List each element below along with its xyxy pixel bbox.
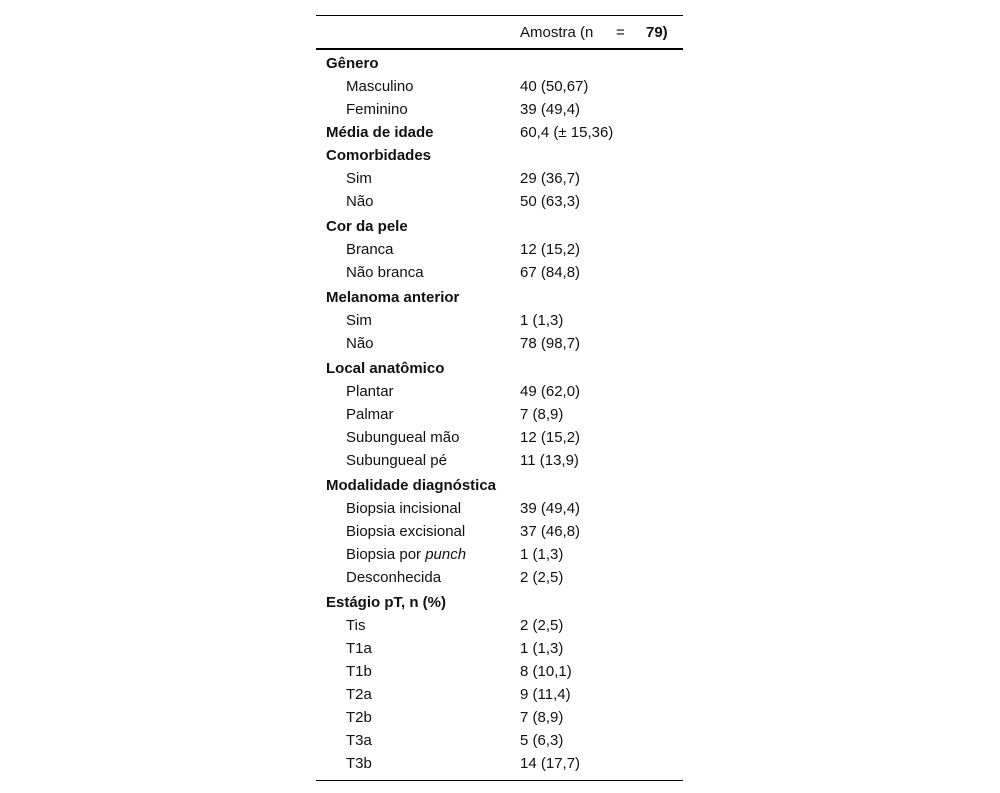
section-row [316, 215, 683, 238]
row-label-text: Sim [346, 312, 372, 329]
table-row [316, 543, 683, 566]
row-label-text: Gênero [326, 55, 379, 72]
row-label [346, 261, 424, 284]
row-label [346, 190, 374, 213]
row-label [346, 729, 372, 752]
row-value: 60,4 (± 15,36) [520, 124, 614, 141]
table-row [316, 752, 683, 775]
section-label [326, 474, 496, 497]
row-label-text: T3b [346, 755, 372, 772]
header-sample-size: 79) [646, 24, 668, 41]
row-label [346, 543, 466, 566]
row-label [346, 752, 372, 775]
table-row [316, 566, 683, 589]
row-label-text: Biopsia por [346, 546, 422, 563]
row-label-text: Feminino [346, 101, 408, 118]
row-value: 11 (13,9) [520, 452, 579, 469]
section-row [316, 52, 683, 75]
row-label [346, 566, 441, 589]
row-label-text: Branca [346, 241, 394, 258]
row-label-text: Tis [346, 617, 366, 634]
row-label-text: Não branca [346, 264, 424, 281]
table-row [316, 75, 683, 98]
row-value: 37 (46,8) [520, 523, 581, 540]
row-label [346, 683, 372, 706]
row-label-text: Masculino [346, 78, 414, 95]
row-value: 67 (84,8) [520, 264, 581, 281]
row-value: 40 (50,67) [520, 78, 589, 95]
row-label [346, 614, 365, 637]
section-row [316, 144, 683, 167]
row-label [346, 706, 372, 729]
section-label [326, 144, 431, 167]
table-row [316, 98, 683, 121]
section-label [326, 52, 379, 75]
row-value: 7 (8,9) [520, 709, 564, 726]
row-label-text: T1b [346, 663, 372, 680]
section-row [316, 591, 683, 614]
table-row [316, 449, 683, 472]
table-row [316, 660, 683, 683]
table-row [316, 729, 683, 752]
table-row [316, 497, 683, 520]
row-label [346, 426, 459, 449]
row-value: 9 (11,4) [520, 686, 571, 703]
row-label [346, 167, 372, 190]
row-label [346, 98, 408, 121]
row-label-text: Não [346, 335, 374, 352]
row-label-text: Palmar [346, 406, 394, 423]
row-value: 12 (15,2) [520, 429, 581, 446]
section-row [316, 286, 683, 309]
section-label [326, 357, 444, 380]
row-label [346, 332, 374, 355]
row-value: 29 (36,7) [520, 170, 581, 187]
row-label [346, 497, 461, 520]
row-label [346, 660, 372, 683]
header-equals: = [616, 24, 625, 41]
row-label [346, 520, 465, 543]
row-label-text: Cor da pele [326, 218, 408, 235]
table-row [316, 380, 683, 403]
row-label-text: Desconhecida [346, 569, 442, 586]
section-row [316, 121, 683, 144]
row-label-text: Sim [346, 170, 372, 187]
row-label [346, 380, 394, 403]
table-row [316, 683, 683, 706]
row-label [346, 449, 447, 472]
row-value: 49 (62,0) [520, 383, 581, 400]
table-row [316, 637, 683, 660]
row-label-text: Subungueal mão [346, 429, 460, 446]
table-row [316, 332, 683, 355]
row-label-text: Comorbidades [326, 147, 432, 164]
row-label [346, 403, 394, 426]
table-body [316, 52, 683, 775]
table-row [316, 238, 683, 261]
table-row [316, 520, 683, 543]
row-value: 14 (17,7) [520, 755, 581, 772]
row-value: 1 (1,3) [520, 312, 564, 329]
row-value: 2 (2,5) [520, 617, 564, 634]
row-label-text: T1a [346, 640, 372, 657]
row-value: 12 (15,2) [520, 241, 581, 258]
row-label-text: T2b [346, 709, 372, 726]
section-label [326, 591, 446, 614]
section-row [316, 474, 683, 497]
row-label-text: Melanoma anterior [326, 289, 460, 306]
row-value: 78 (98,7) [520, 335, 581, 352]
row-value: 1 (1,3) [520, 640, 564, 657]
section-label [326, 215, 408, 238]
table-row [316, 706, 683, 729]
table-header [316, 16, 683, 50]
row-label-text: Biopsia incisional [346, 500, 462, 517]
row-value: 5 (6,3) [520, 732, 564, 749]
row-label-text: Plantar [346, 383, 394, 400]
table-row [316, 261, 683, 284]
table-row [316, 403, 683, 426]
row-label [346, 238, 394, 261]
row-label [346, 637, 372, 660]
table-row [316, 167, 683, 190]
table-row [316, 426, 683, 449]
table-row [316, 309, 683, 332]
row-label-text: Local anatômico [326, 360, 445, 377]
row-value: 39 (49,4) [520, 500, 581, 517]
section-label [326, 286, 459, 309]
table-row [316, 190, 683, 213]
section-label [326, 121, 434, 144]
row-label-text: T2a [346, 686, 372, 703]
table-bottom-padding [316, 775, 683, 780]
header-sample-label: Amostra (n [520, 24, 594, 41]
row-label-text: Não [346, 193, 374, 210]
table-row [316, 614, 683, 637]
row-label-text: Média de idade [326, 124, 434, 141]
row-label [346, 75, 414, 98]
data-table [316, 15, 683, 781]
row-label-text: Estágio pT, n (%) [326, 594, 446, 611]
row-value: 39 (49,4) [520, 101, 581, 118]
section-row [316, 357, 683, 380]
row-value: 8 (10,1) [520, 663, 572, 680]
row-value: 2 (2,5) [520, 569, 564, 586]
row-value: 1 (1,3) [520, 546, 564, 563]
row-value: 50 (63,3) [520, 193, 581, 210]
row-label-text: Biopsia excisional [346, 523, 466, 540]
row-label-italic: punch [425, 546, 467, 563]
row-value: 7 (8,9) [520, 406, 564, 423]
row-label-text: Subungueal pé [346, 452, 447, 469]
row-label [346, 309, 372, 332]
row-label-text: Modalidade diagnóstica [326, 477, 497, 494]
row-label-text: T3a [346, 732, 372, 749]
